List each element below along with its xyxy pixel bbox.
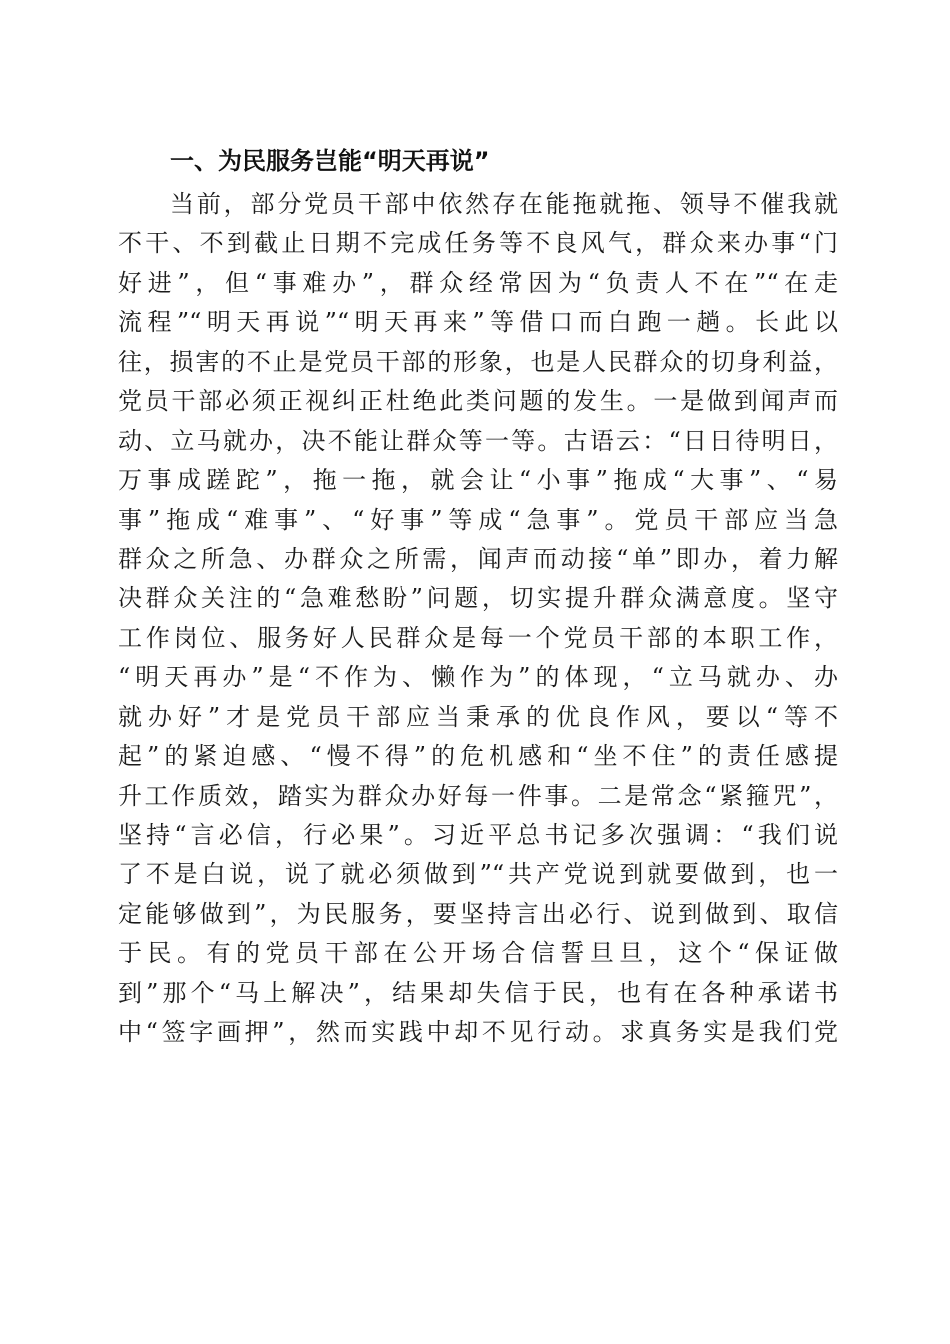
text-line: 了不是白说，说了就必须做到”“共产党说到就要做到，也一 [118, 860, 838, 889]
text-line: 不干、不到截止日期不完成任务等不良风气，群众来办事“门 [118, 229, 838, 258]
text-line: “明天再办”是“不作为、懒作为”的体现，“立马就办、办 [118, 663, 838, 692]
text-line: 群众之所急、办群众之所需，闻声而动接“单”即办，着力解 [118, 544, 838, 573]
body-paragraph [118, 185, 838, 1053]
text-line: 事”拖成“难事”、“好事”等成“急事”。党员干部应当急 [118, 505, 838, 534]
section-heading: 一、为民服务岂能“明天再说” [170, 147, 490, 175]
text-line: 工作岗位、服务好人民群众是每一个党员干部的本职工作， [118, 623, 838, 652]
text-line: 决群众关注的“急难愁盼”问题，切实提升群众满意度。坚守 [118, 584, 838, 613]
text-line: 于民。有的党员干部在公开场合信誓旦旦，这个“保证做 [118, 939, 838, 968]
text-line: 到”那个“马上解决”，结果却失信于民，也有在各种承诺书 [118, 978, 838, 1007]
text-line: 坚持“言必信，行必果”。习近平总书记多次强调：“我们说 [118, 821, 838, 849]
text-line: 往，损害的不止是党员干部的形象，也是人民群众的切身利益， [118, 347, 838, 376]
text-line: 万事成蹉跎”，拖一拖，就会让“小事”拖成“大事”、“易 [118, 466, 838, 495]
text-line: 升工作质效，踏实为群众办好每一件事。二是常念“紧箍咒”， [118, 781, 838, 810]
text-line: 起”的紧迫感、“慢不得”的危机感和“坐不住”的责任感提 [118, 742, 838, 771]
text-line: 定能够做到”，为民服务，要坚持言出必行、说到做到、取信 [118, 899, 838, 928]
text-line: 就办好”才是党员干部应当秉承的优良作风，要以“等不 [118, 702, 838, 731]
text-line: 好进”，但“事难办”，群众经常因为“负责人不在”“在走 [118, 268, 838, 297]
text-line: 党员干部必须正视纠正杜绝此类问题的发生。一是做到闻声而 [118, 387, 838, 416]
text-line: 动、立马就办，决不能让群众等一等。古语云：“日日待明日， [118, 426, 838, 455]
text-line: 当前，部分党员干部中依然存在能拖就拖、领导不催我就 [170, 190, 838, 218]
text-line: 中“签字画押”，然而实践中却不见行动。求真务实是我们党 [118, 1018, 838, 1047]
text-line: 流程”“明天再说”“明天再来”等借口而白跑一趟。长此以 [118, 308, 838, 337]
